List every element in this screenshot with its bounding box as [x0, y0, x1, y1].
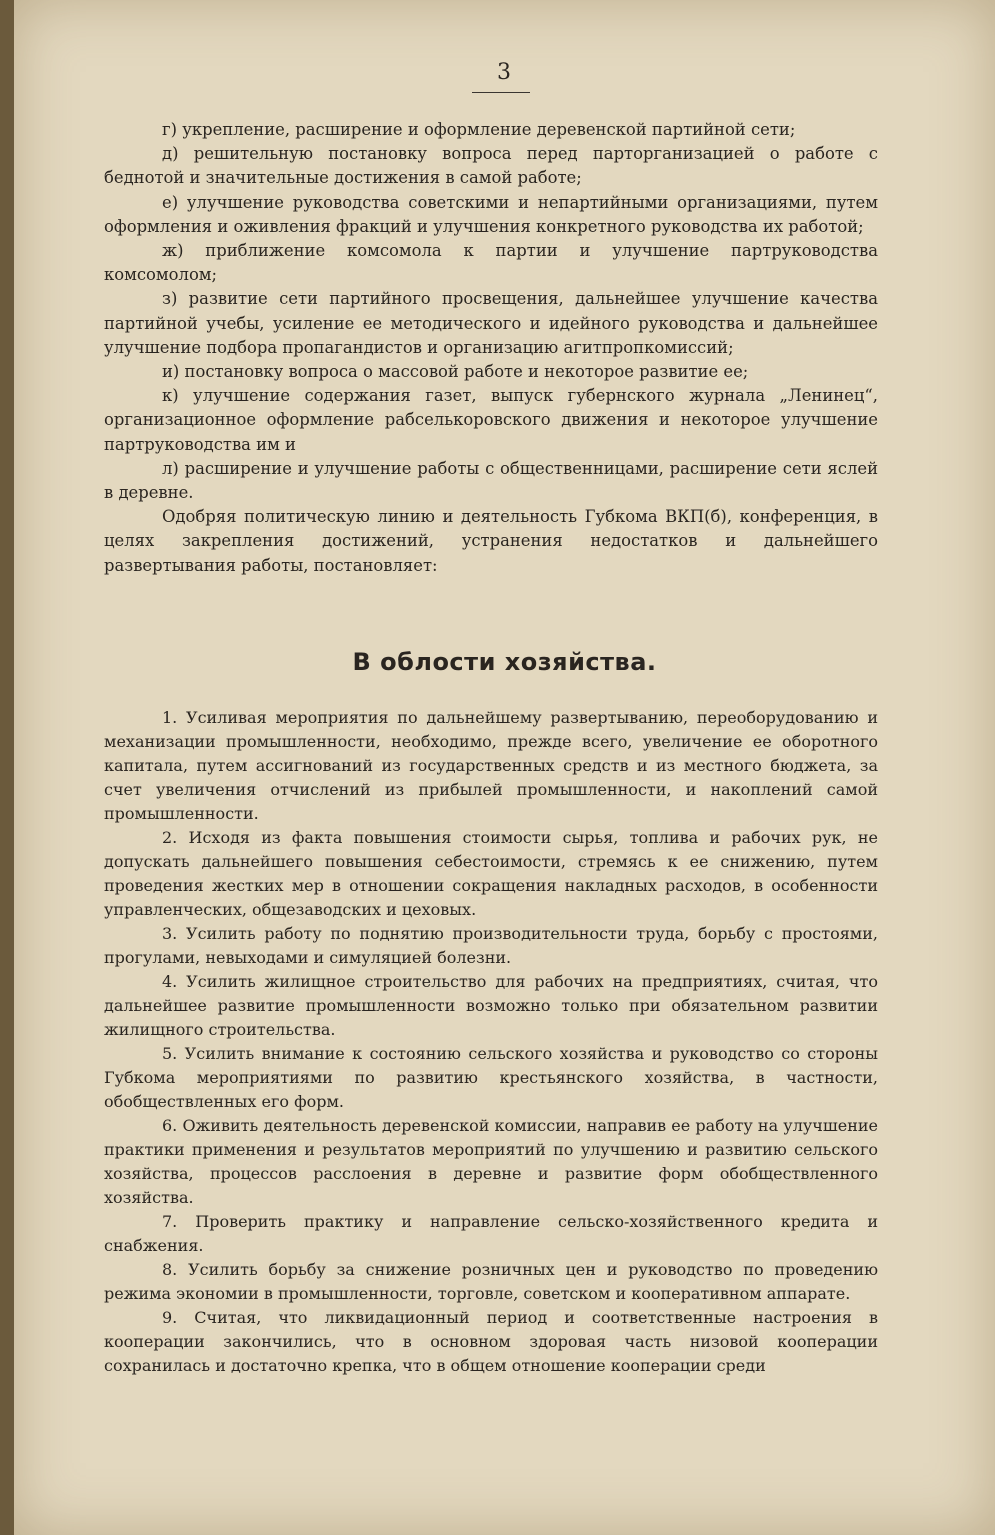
- intro-list: [104, 118, 878, 578]
- intro-item-g: г) укрепление, расширение и оформление деревенской партийной сети;: [162, 120, 796, 139]
- resolution-item-9: 9. Считая, что ликвидационный период и соответственные настроения в кооперации закончились, что в основном здоровая часть низовой кооперации сохранилась и достаточно крепка, что в общем отношение кооперации среди: [104, 1308, 878, 1375]
- economy-resolutions: [104, 706, 878, 1378]
- intro-item-zh: ж) приближение комсомола к партии и улучшение партруководства комсомолом;: [104, 241, 878, 285]
- resolution-item-2: 2. Исходя из факта повышения стоимости сырья, топлива и рабочих рук, не допускать дальнейшего повышения себестоимости, стремясь к ее снижению, путем проведения жестких мер в отношении сокращения накладных расходов, в особенности управленческих, общезаводских и цеховых.: [104, 828, 878, 919]
- intro-item-i: и) постановку вопроса о массовой работе и некоторое развитие ее;: [162, 362, 749, 382]
- resolution-item-3: 3. Усилить работу по поднятию производительности труда, борьбу с простоями, прогулами, невыходами и симуляцией болезни.: [104, 924, 878, 967]
- section-heading: В облости хозяйства.: [352, 648, 657, 676]
- resolution-item-4: 4. Усилить жилищное строительство для рабочих на предприятиях, считая, что дальнейшее развитие промышленности возможно только при обязательном развитии жилищного строительства.: [104, 972, 878, 1039]
- intro-item-z: з) развитие сети партийного просвещения, дальнейшее улучшение качества партийной учебы, усиление ее методического и идейного руководства и дальнейшее улучшение подбора пропагандистов и организацию агитпропкомиссий;: [104, 289, 878, 357]
- intro-item-d: д) решительную постановку вопроса перед парторганизацией о работе с беднотой и значительные достижения в самой работе;: [104, 144, 878, 188]
- resolution-item-5: 5. Усилить внимание к состоянию сельского хозяйства и руководство со стороны Губкома мероприятиями по развитию крестьянского хозяйства, в частности, обобществленных его форм.: [104, 1044, 878, 1111]
- resolution-preamble: Одобряя политическую линию и деятельность Губкома ВКП(б), конференция, в целях закрепления достижений, устранения недостатков и дальнейшего развертывания работы, постановляет:: [104, 507, 878, 575]
- intro-item-e: е) улучшение руководства советскими и непартийными организациями, путем оформления и оживления фракций и улучшения конкретного руководства их работой;: [104, 192, 878, 236]
- resolution-item-7: 7. Проверить практику и направление сельско-хозяйственного кредита и снабжения.: [104, 1212, 878, 1255]
- resolution-item-6: 6. Оживить деятельность деревенской комиссии, направив ее работу на улучшение практики применения и результатов мероприятий по улучшению и развитию сельского хозяйства, процессов расслоения в деревне и развитие форм обобществленного хозяйства.: [104, 1116, 878, 1207]
- intro-item-l: л) расширение и улучшение работы с общественницами, расширение сети яслей в деревне.: [104, 458, 878, 503]
- document-page: [14, 0, 995, 1535]
- intro-item-k: к) улучшение содержания газет, выпуск губернского журнала „Ленинец“, организационное оформление рабселькоровского движения и некоторое улучшение партруководства им и: [104, 386, 878, 454]
- resolution-item-8: 8. Усилить борьбу за снижение розничных цен и руководство по проведению режима экономии в промышленности, торговле, советском и кооперативном аппарате.: [104, 1260, 878, 1303]
- page-number: 3: [497, 60, 511, 85]
- page-number-rule: [472, 92, 530, 93]
- resolution-item-1: 1. Усиливая мероприятия по дальнейшему развертыванию, переоборудованию и механизации промышленности, необходимо, прежде всего, увеличение ее оборотного капитала, путем ассигнований из государственных средств и из местного бюджета, за счет увеличения отчислений из прибылей промышленности, и накоплений самой промышленности.: [104, 708, 878, 823]
